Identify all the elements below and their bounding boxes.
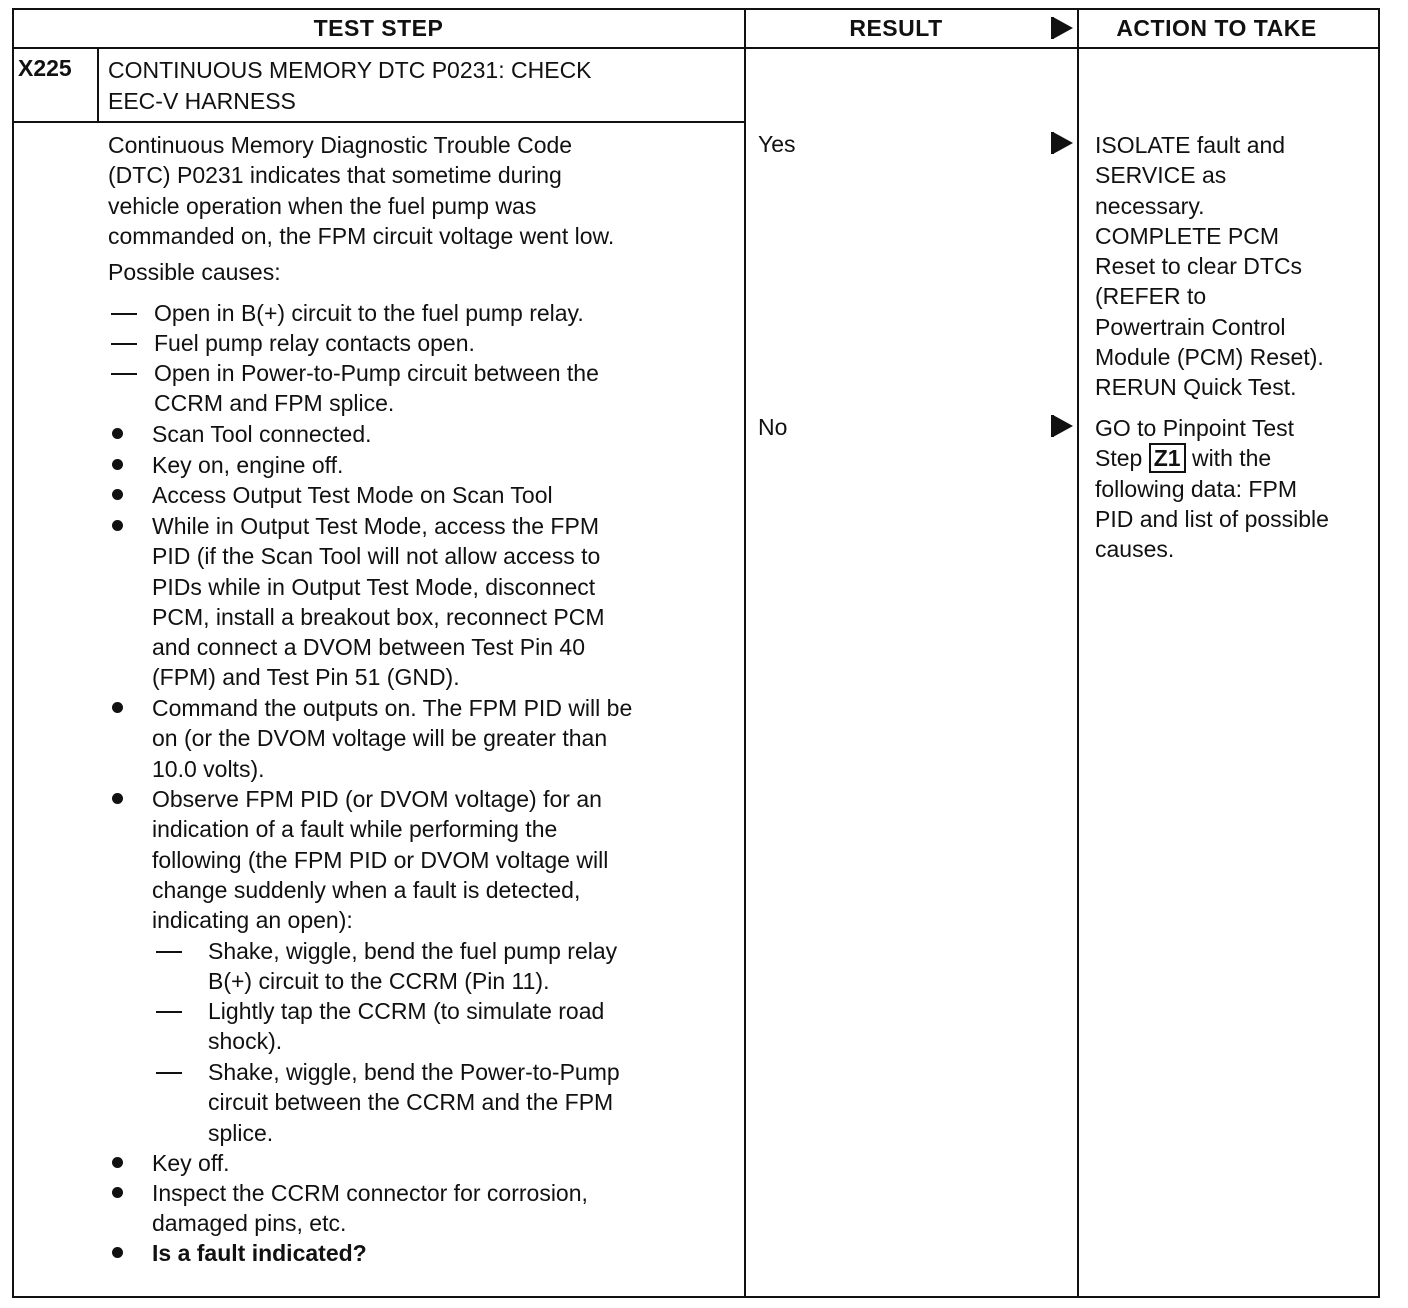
bullet-icon xyxy=(112,1157,123,1168)
step-item: Access Output Test Mode on Scan Tool xyxy=(152,482,553,508)
action-line: Module (PCM) Reset). xyxy=(1095,344,1324,371)
step-line: PCM, install a breakout box, reconnect PCM xyxy=(152,603,605,630)
step-line: on (or the DVOM voltage will be greater than xyxy=(152,725,608,752)
action-line: Reset to clear DTCs xyxy=(1095,253,1303,280)
step-id: X225 xyxy=(18,55,72,81)
intro-paragraph xyxy=(108,130,728,251)
cause-item xyxy=(154,358,599,419)
header-action: ACTION TO TAKE xyxy=(1116,14,1317,41)
step-item: Scan Tool connected. xyxy=(152,421,372,447)
result-yes: Yes xyxy=(758,131,796,157)
bullet-icon xyxy=(112,1247,123,1258)
action-line: COMPLETE PCM xyxy=(1095,222,1280,249)
step-id-divider xyxy=(97,48,99,122)
substep-line: Lightly tap the CCRM (to simulate road xyxy=(208,998,605,1024)
bullet-icon xyxy=(112,428,123,439)
step-title-divider xyxy=(12,121,745,123)
result-yes-arrow-icon xyxy=(1053,132,1073,154)
action-line: SERVICE as xyxy=(1095,162,1227,189)
intro-line: vehicle operation when the fuel pump was xyxy=(108,192,537,219)
substep-line: B(+) circuit to the CCRM (Pin 11). xyxy=(208,968,550,995)
question: Is a fault indicated? xyxy=(152,1240,367,1266)
cause-item: Fuel pump relay contacts open. xyxy=(154,330,475,356)
header-test-step: TEST STEP xyxy=(313,14,444,41)
step-line: While in Output Test Mode, access the FPM xyxy=(152,513,599,539)
action-no xyxy=(1095,413,1375,564)
substep-line: circuit between the CCRM and the FPM xyxy=(208,1089,614,1116)
bullet-icon xyxy=(112,459,123,470)
action-line: GO to Pinpoint Test xyxy=(1095,415,1295,441)
action-line: causes. xyxy=(1095,536,1175,563)
action-line: RERUN Quick Test. xyxy=(1095,374,1297,401)
cause-line: Open in Power-to-Pump circuit between the xyxy=(154,360,599,386)
bullet-icon xyxy=(112,489,123,500)
action-line: (REFER to xyxy=(1095,283,1207,310)
step-line: PIDs while in Output Test Mode, disconnect xyxy=(152,573,596,600)
bullet-icon xyxy=(112,1187,123,1198)
step-line: Observe FPM PID (or DVOM voltage) for an xyxy=(152,786,602,812)
step-line: indication of a fault while performing the xyxy=(152,816,558,843)
step-item: Key on, engine off. xyxy=(152,452,344,478)
result-no: No xyxy=(758,414,788,440)
step-line: change suddenly when a fault is detected, xyxy=(152,876,581,903)
dash-marker xyxy=(111,373,137,375)
substep-line: Shake, wiggle, bend the fuel pump relay xyxy=(208,938,618,964)
cause-line: CCRM and FPM splice. xyxy=(154,390,395,417)
header-arrow-icon xyxy=(1053,17,1073,39)
dash-marker xyxy=(111,343,137,345)
step-item xyxy=(152,693,632,784)
action-line: PID and list of possible xyxy=(1095,505,1329,532)
intro-line: Continuous Memory Diagnostic Trouble Code xyxy=(108,132,573,158)
header-result: RESULT xyxy=(849,14,943,41)
substep-item xyxy=(208,1057,620,1148)
action-step-prefix: Step xyxy=(1095,445,1143,472)
result-no-arrow-icon xyxy=(1053,415,1073,437)
substep-item xyxy=(208,996,604,1057)
step-line: following (the FPM PID or DVOM voltage will xyxy=(152,846,609,873)
step-line: (FPM) and Test Pin 51 (GND). xyxy=(152,664,460,691)
action-yes xyxy=(1095,130,1375,403)
step-title-line: CONTINUOUS MEMORY DTC P0231: CHECK xyxy=(108,57,592,83)
step-item xyxy=(152,511,605,693)
possible-causes-label: Possible causes: xyxy=(108,259,281,285)
dash-marker xyxy=(111,313,137,315)
dash-marker xyxy=(156,1072,182,1074)
intro-line: (DTC) P0231 indicates that sometime during xyxy=(108,162,562,189)
col-divider-step xyxy=(744,8,746,1298)
step-line: indicating an open): xyxy=(152,907,353,934)
step-title-line: EEC-V HARNESS xyxy=(108,88,296,114)
intro-line: commanded on, the FPM circuit voltage went low. xyxy=(108,222,615,249)
step-item: Key off. xyxy=(152,1150,230,1176)
action-line: Powertrain Control xyxy=(1095,313,1286,340)
action-line: following data: FPM xyxy=(1095,475,1297,502)
step-line: PID (if the Scan Tool will not allow access to xyxy=(152,543,601,570)
substep-item xyxy=(208,936,617,997)
bullet-icon xyxy=(112,793,123,804)
substep-line: Shake, wiggle, bend the Power-to-Pump xyxy=(208,1059,620,1085)
step-line: 10.0 volts). xyxy=(152,755,265,782)
step-item xyxy=(152,784,608,935)
action-line: ISOLATE fault and xyxy=(1095,132,1286,158)
action-line: necessary. xyxy=(1095,192,1205,219)
step-item xyxy=(152,1178,588,1239)
action-step-suffix: with the xyxy=(1191,445,1272,472)
step-line: Inspect the CCRM connector for corrosion, xyxy=(152,1180,588,1206)
step-title xyxy=(108,55,728,117)
substep-line: splice. xyxy=(208,1119,274,1146)
bullet-icon xyxy=(112,520,123,531)
cause-item: Open in B(+) circuit to the fuel pump relay. xyxy=(154,300,584,326)
dash-marker xyxy=(156,1011,182,1013)
substep-line: shock). xyxy=(208,1028,283,1055)
step-line: and connect a DVOM between Test Pin 40 xyxy=(152,634,586,661)
bullet-icon xyxy=(112,702,123,713)
step-line: Command the outputs on. The FPM PID will be xyxy=(152,695,633,721)
action-step-line xyxy=(1095,443,1375,473)
pinpoint-step-ref[interactable]: Z1 xyxy=(1149,443,1186,473)
step-line: damaged pins, etc. xyxy=(152,1210,347,1237)
col-divider-result xyxy=(1077,8,1079,1298)
dash-marker xyxy=(156,951,182,953)
